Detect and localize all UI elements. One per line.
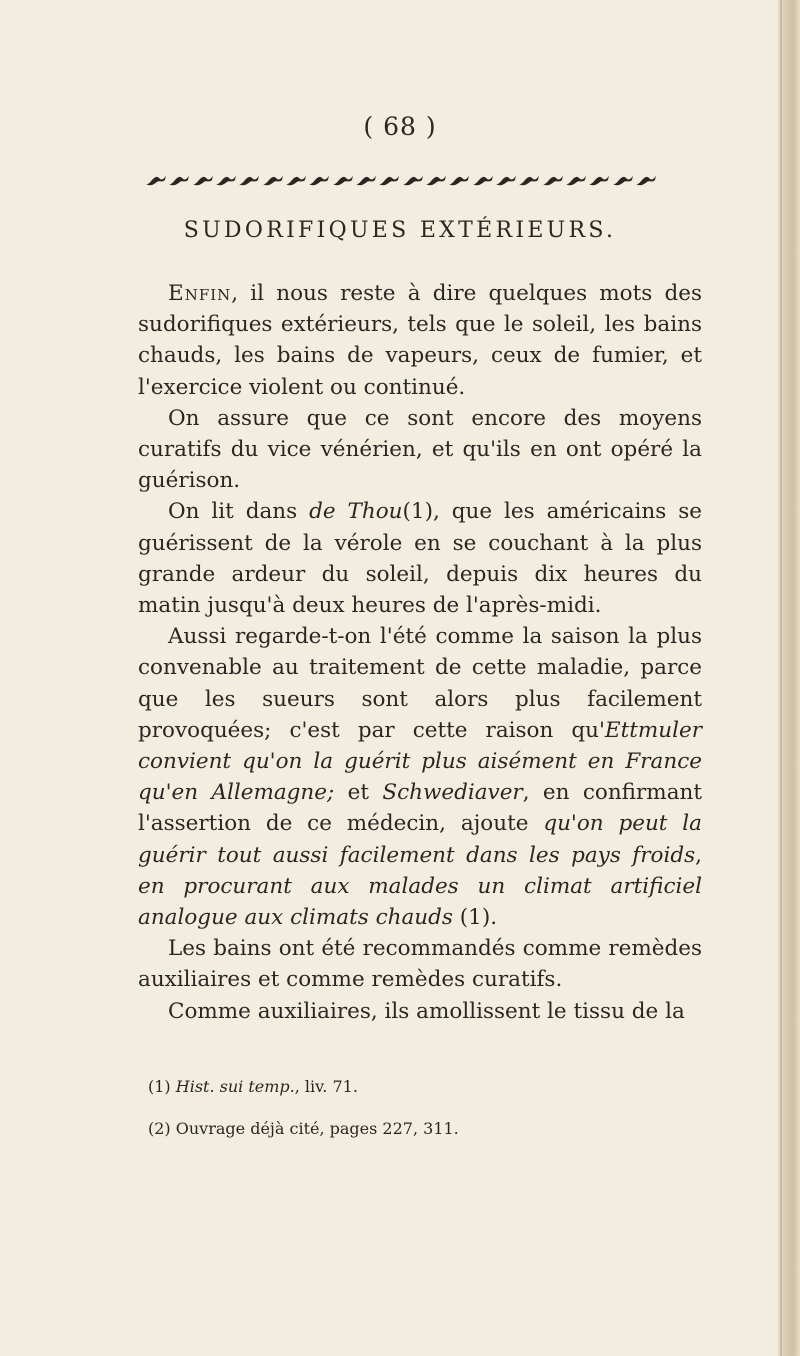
ornament-glyph [425, 172, 447, 188]
page-number: ( 68 ) [363, 112, 437, 141]
ornament-glyph [285, 172, 307, 188]
paragraph-1: Enfin, il nous reste à dire quelques mots des sudorifiques extérieurs, tels que le soleil, les bains chauds, les bains de vapeurs, ceux de fumier, et l'exercice violent ou continué. [138, 281, 702, 400]
ornament-rule [145, 170, 657, 190]
ornament-glyph [565, 172, 587, 188]
footnotes [148, 1066, 708, 1150]
drop-word: Enfin [168, 281, 232, 306]
ornament-glyph [635, 172, 657, 188]
ornament-glyph [402, 172, 424, 188]
footnote-2: (2) Ouvrage déjà cité, pages 227, 311. [148, 1119, 459, 1138]
ornament-glyph [378, 172, 400, 188]
ornament-glyph [448, 172, 470, 188]
paragraph-2: On assure que ce sont encore des moyens curatifs du vice vénérien, et qu'ils en ont opéré la guérison. [138, 405, 702, 494]
ornament-glyph [542, 172, 564, 188]
ornament-glyph [262, 172, 284, 188]
ornament-glyph [588, 172, 610, 188]
ornament-glyph [332, 172, 354, 188]
footnote-1: (1) Hist. sui temp., liv. 71. [148, 1077, 358, 1096]
ornament-glyph [308, 172, 330, 188]
ornament-glyph [192, 172, 214, 188]
ornament-glyph [168, 172, 190, 188]
paragraph-4: Aussi regarde-t-on l'été comme la saison la plus convenable au traitement de cette maladie, parce que les sueurs sont alors plus facilement provoquées; c'est par cette raison qu'Ettmuler convient qu'on la guérit plus aisément en France qu'en Allemagne; et Schwediaver, en confirmant l'assertion de ce médecin, ajoute qu'on peut la guérir tout aussi facilement dans les pays froids, en procurant aux malades un climat artificiel analogue aux climats chauds (1). [138, 624, 702, 931]
section-heading: SUDORIFIQUES EXTÉRIEURS. [183, 218, 617, 243]
ornament-glyph [355, 172, 377, 188]
paragraph-5: Les bains ont été recommandés comme remèdes auxiliaires et comme remèdes curatifs. [138, 936, 702, 993]
paragraph-6: Comme auxiliaires, ils amollissent le tissu de la [168, 998, 685, 1024]
body-text [138, 278, 702, 1027]
ornament-glyph [145, 172, 167, 188]
ornament-glyph [612, 172, 634, 188]
ornament-glyph [518, 172, 540, 188]
ornament-glyph [215, 172, 237, 188]
ornament-glyph [472, 172, 494, 188]
paragraph-3: On lit dans de Thou(1), que les américains se guérissent de la vérole en se couchant à la plus grande ardeur du soleil, depuis dix heures du matin jusqu'à deux heures de l'après-midi. [138, 499, 702, 619]
ornament-glyph [495, 172, 517, 188]
ornament-glyph [238, 172, 260, 188]
page-edge-line [780, 0, 782, 1356]
